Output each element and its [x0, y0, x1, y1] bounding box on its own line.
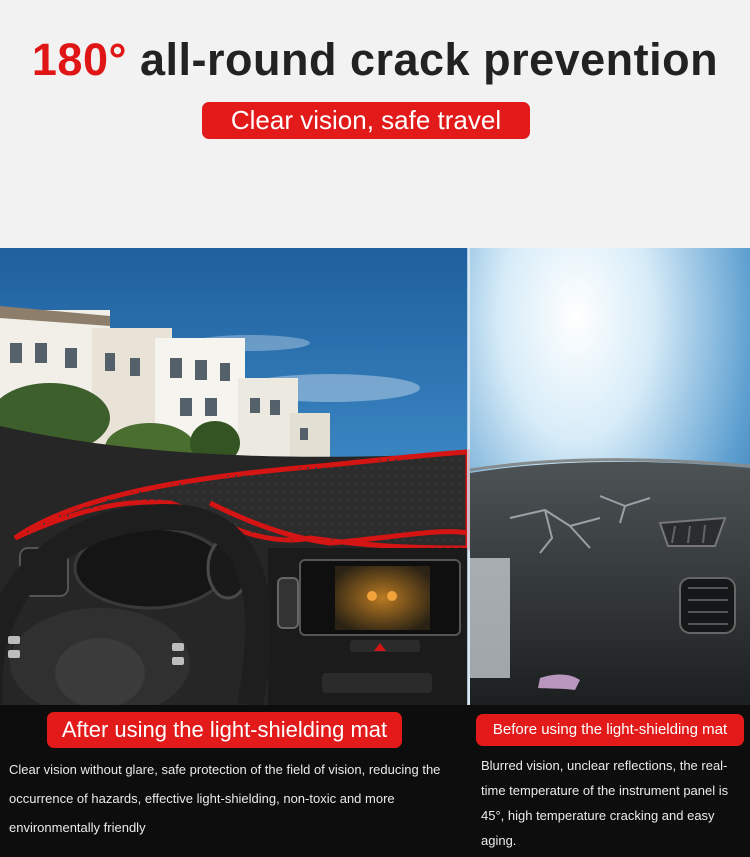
comparison-divider: [467, 248, 470, 705]
before-label: Before using the light-shielding mat: [476, 714, 744, 746]
after-label: After using the light-shielding mat: [47, 712, 402, 748]
after-description: Clear vision without glare, safe protection of the field of vision, reducing the occurrence of hazards, effective light-shielding, non-toxic and more environmentally friendly: [9, 762, 441, 835]
before-description: Blurred vision, unclear reflections, the real-time temperature of the instrument panel is 45°, high temperature cracking and easy aging.: [481, 758, 729, 848]
header-section: [0, 0, 750, 248]
headline: [0, 34, 750, 86]
headline-text: all-round crack prevention: [126, 34, 719, 85]
after-scene: [0, 248, 468, 705]
comparison-photo: [0, 248, 750, 705]
subtitle-badge: Clear vision, safe travel: [202, 102, 530, 139]
before-scene: [470, 248, 750, 705]
headline-accent: 180°: [31, 34, 127, 85]
